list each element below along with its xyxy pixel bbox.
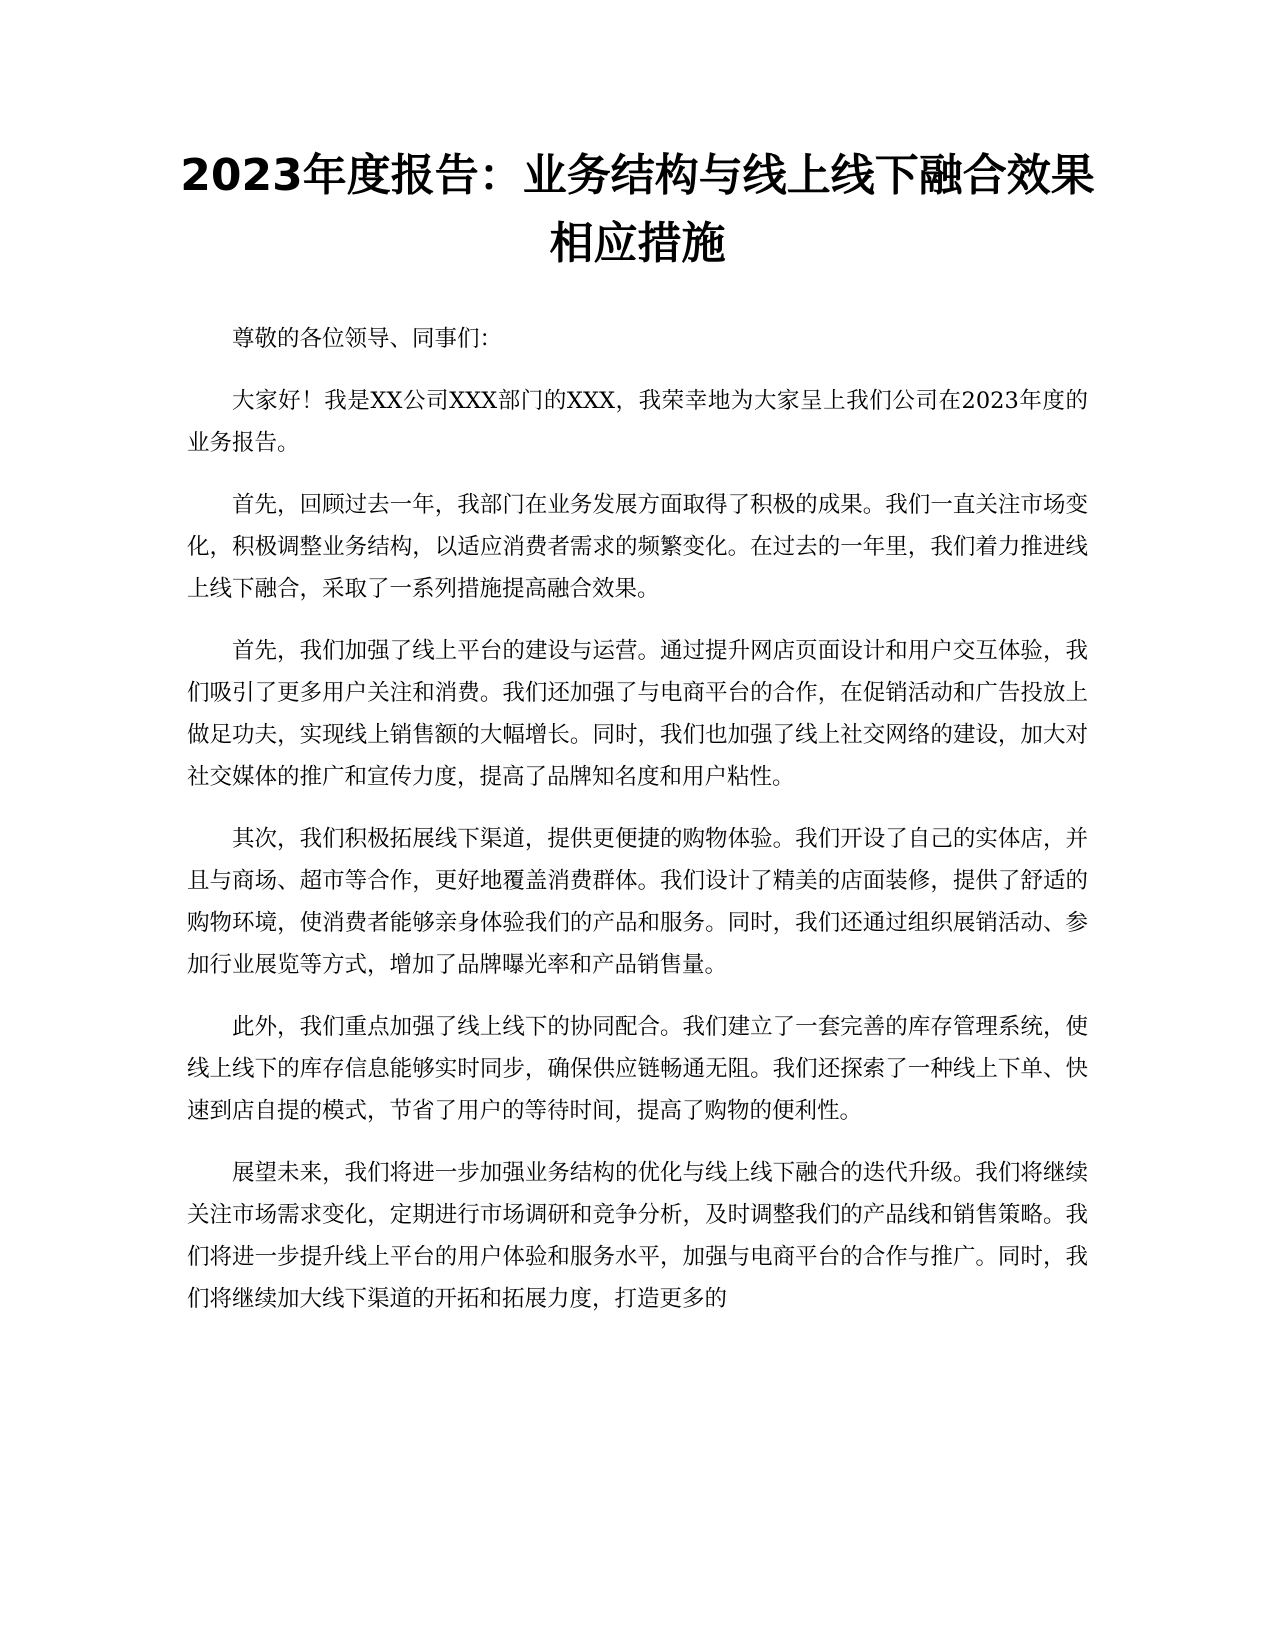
paragraph-coordination: 此外，我们重点加强了线上线下的协同配合。我们建立了一套完善的库存管理系统，使线上线下的库存信息能够实时同步，确保供应链畅通无阻。我们还探索了一种线上下单、快速到店自提的模式，节省了用户的等待时间，提高了购物的便利性。 <box>187 1014 1088 1124</box>
paragraph-greeting: 大家好！我是XX公司XXX部门的XXX，我荣幸地为大家呈上我们公司在2023年度的业务报告。 <box>187 388 1088 456</box>
paragraph-offline-channels: 其次，我们积极拓展线下渠道，提供更便捷的购物体验。我们开设了自己的实体店，并且与商场、超市等合作，更好地覆盖消费群体。我们设计了精美的店面装修，提供了舒适的购物环境，使消费者能够亲身体验我们的产品和服务。同时，我们还通过组织展销活动、参加行业展览等方式，增加了品牌曝光率和产品销售量。 <box>187 826 1088 978</box>
document-title: 2023年度报告：业务结构与线上线下融合效果相应措施 <box>180 150 1095 269</box>
paragraph-review: 首先，回顾过去一年，我部门在业务发展方面取得了积极的成果。我们一直关注市场变化，积极调整业务结构，以适应消费者需求的频繁变化。在过去的一年里，我们着力推进线上线下融合，采取了一系列措施提高融合效果。 <box>187 492 1088 602</box>
document-body <box>187 318 1088 1340</box>
paragraph-salutation: 尊敬的各位领导、同事们： <box>232 326 503 352</box>
paragraph-outlook: 展望未来，我们将进一步加强业务结构的优化与线上线下融合的迭代升级。我们将继续关注市场需求变化，定期进行市场调研和竞争分析，及时调整我们的产品线和销售策略。我们将进一步提升线上平台的用户体验和服务水平，加强与电商平台的合作与推广。同时，我们将继续加大线下渠道的开拓和拓展力度，打造更多的 <box>187 1160 1088 1312</box>
paragraph-online-platform: 首先，我们加强了线上平台的建设与运营。通过提升网店页面设计和用户交互体验，我们吸引了更多用户关注和消费。我们还加强了与电商平台的合作，在促销活动和广告投放上做足功夫，实现线上销售额的大幅增长。同时，我们也加强了线上社交网络的建设，加大对社交媒体的推广和宣传力度，提高了品牌知名度和用户粘性。 <box>187 638 1088 790</box>
